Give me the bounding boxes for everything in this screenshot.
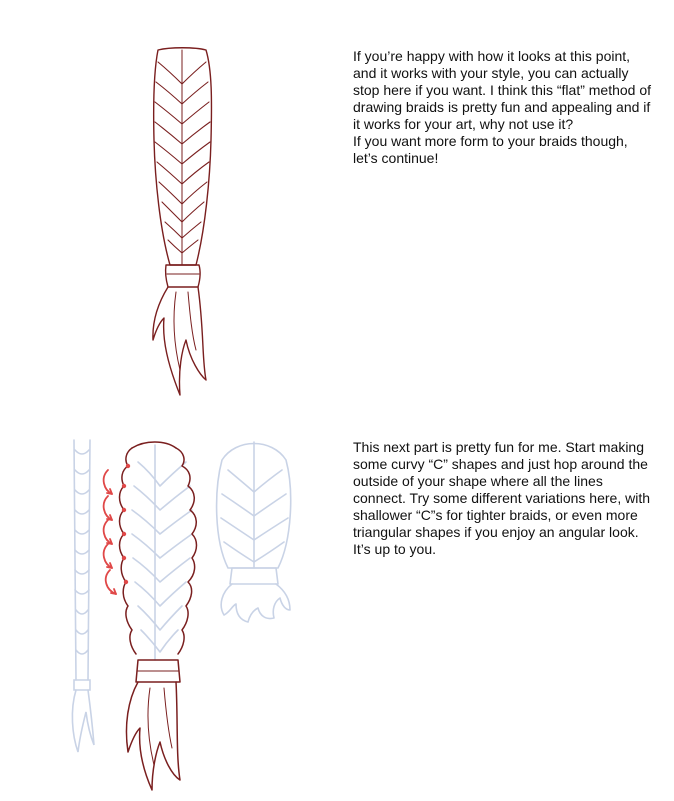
paragraph-flat-braid: If you’re happy with how it looks at this point, and it works with your style, you can actually stop here if you want. I think this “flat” method of drawing braids is pretty fun and appealing and if it works for your art, why not use it? <box>353 48 652 132</box>
guide-arrows <box>104 470 116 594</box>
faded-thin-braid <box>72 440 94 752</box>
paragraph-continue: If you want more form to your braids though, let’s continue! <box>353 133 628 166</box>
c-shape-braid-illustration <box>104 442 197 790</box>
flat-braid-illustration <box>153 48 212 395</box>
paragraph-c-shapes: This next part is pretty fun for me. Start making some curvy “C” shapes and just hop around the outside of your shape where all the lines connect. Try some different variations here, with shallower “C”s for tighter braids, or even more triangular shapes if you enjoy an angular look. It’s up to you. <box>353 439 650 557</box>
faded-rounded-braid <box>217 442 291 622</box>
